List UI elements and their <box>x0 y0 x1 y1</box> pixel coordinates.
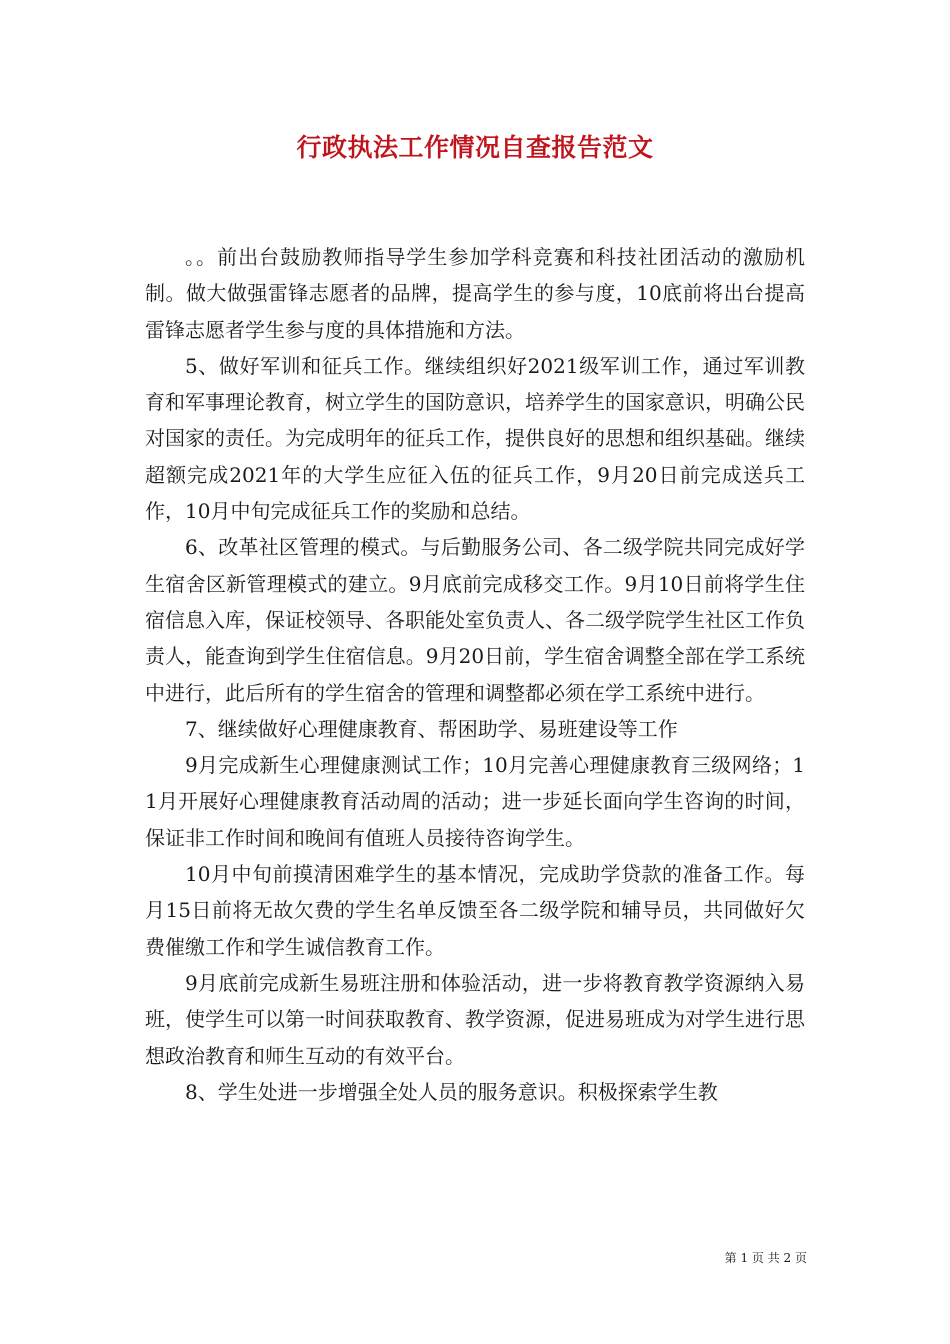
paragraph: 9月底前完成新生易班注册和体验活动，进一步将教育教学资源纳入易班，使学生可以第一时间获取教育、教学资源，促进易班成为对学生进行思想政治教育和师生互动的有效平台。 <box>145 970 805 1068</box>
paragraph: 9月完成新生心理健康测试工作；10月完善心理健康教育三级网络；11月开展好心理健康教育活动周的活动；进一步延长面向学生咨询的时间，保证非工作时间和晚间有值班人员接待咨询学生。 <box>145 753 805 850</box>
paragraph: 。。前出台鼓励教师指导学生参加学科竞赛和科技社团活动的激励机制。做大做强雷锋志愿者的品牌，提高学生的参与度，10底前将出台提高雷锋志愿者学生参与度的具体措施和方法。 <box>145 245 805 342</box>
document-title: 行政执法工作情况自查报告范文 <box>296 133 654 162</box>
paragraph: 5、做好军训和征兵工作。继续组织好2021级军训工作，通过军训教育和军事理论教育，树立学生的国防意识，培养学生的国家意识，明确公民对国家的责任。为完成明年的征兵工作，提供良好的思想和组织基础。继续超额完成2021年的大学生应征入伍的征兵工作，9月20日前完成送兵工作，10月中旬完成征兵工作的奖励和总结。 <box>145 353 805 524</box>
paragraph: 7、继续做好心理健康教育、帮困助学、易班建设等工作 <box>185 716 678 741</box>
document-body <box>145 239 805 1110</box>
paragraph: 8、学生处进一步增强全处人员的服务意识。积极探索学生教 <box>185 1079 718 1104</box>
page-number-footer: 第 1 页 共 2 页 <box>724 1251 807 1265</box>
paragraph: 6、改革社区管理的模式。与后勤服务公司、各二级学院共同完成好学生宿舍区新管理模式的建立。9月底前完成移交工作。9月10日前将学生住宿信息入库，保证校领导、各职能处室负责人、各二级学院学生社区工作负责人，能查询到学生住宿信息。9月20日前，学生宿舍调整全部在学工系统中进行，此后所有的学生宿舍的管理和调整都必须在学工系统中进行。 <box>145 535 805 705</box>
paragraph: 10月中旬前摸清困难学生的基本情况，完成助学贷款的准备工作。每月15日前将无故欠费的学生名单反馈至各二级学院和辅导员，共同做好欠费催缴工作和学生诚信教育工作。 <box>145 862 805 959</box>
